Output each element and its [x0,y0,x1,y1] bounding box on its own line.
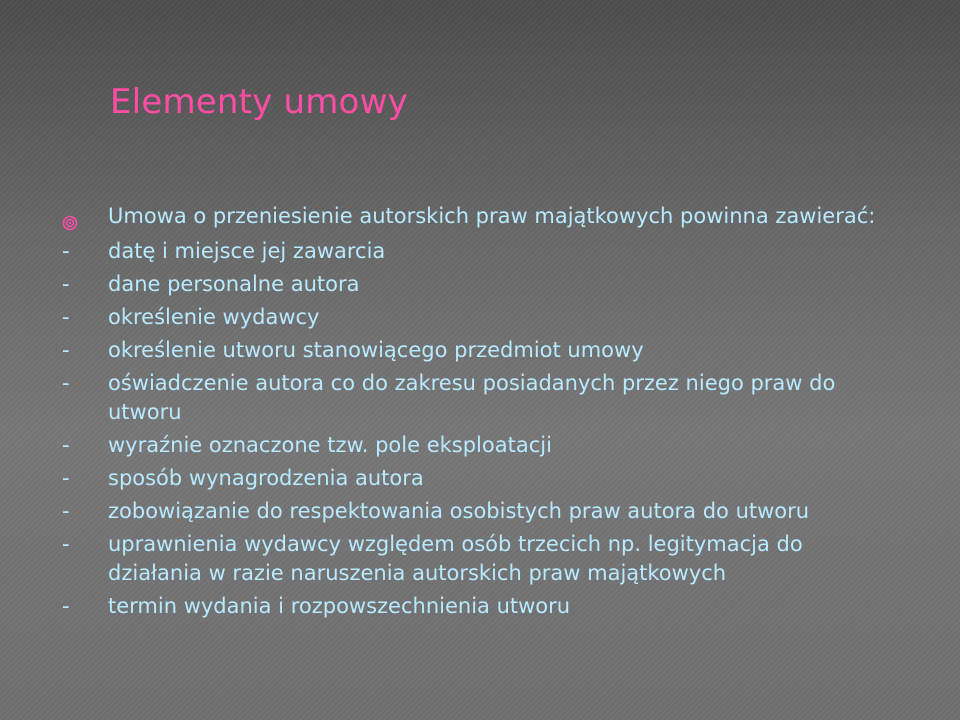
list-item-text: dane personalne autora [108,272,360,296]
dash-marker: - [62,305,70,329]
list-item [62,592,902,621]
dash-marker: - [62,272,70,296]
dash-marker: - [62,532,70,556]
list-item [62,336,902,365]
list-item-text: określenie utworu stanowiącego przedmiot umowy [108,338,644,362]
list-item-text: sposób wynagrodzenia autora [108,466,424,490]
list-item-text: datę i miejsce jej zawarcia [108,239,386,263]
list-item-text: zobowiązanie do respektowania osobistych praw autora do utworu [108,499,810,523]
list-item [62,497,902,526]
list-item-text: wyraźnie oznaczone tzw. pole eksploatacji [108,433,552,457]
dash-marker: - [62,433,70,457]
target-bullet-icon [62,210,78,226]
list-item-text: określenie wydawcy [108,305,320,329]
list-item-text: oświadczenie autora co do zakresu posiadanych przez niego praw do utworu [108,371,836,424]
list-item [62,369,902,427]
dash-marker: - [62,239,70,263]
list-item [62,270,902,299]
slide-content [62,202,902,625]
list-item [62,303,902,332]
dash-marker: - [62,371,70,395]
main-bullet-item [62,202,902,231]
dash-marker: - [62,499,70,523]
list-item [62,464,902,493]
dash-marker: - [62,594,70,618]
list-item-text: termin wydania i rozpowszechnienia utworu [108,594,571,618]
list-item [62,530,902,588]
list-item-text: uprawnienia wydawcy względem osób trzecich np. legitymacja do działania w razie naruszenia autorskich praw majątkowych [108,532,803,585]
dash-marker: - [62,338,70,362]
list-item [62,431,902,460]
main-bullet-text: Umowa o przeniesienie autorskich praw majątkowych powinna zawierać: [108,204,876,228]
slide-title: Elementy umowy [110,82,408,122]
dash-marker: - [62,466,70,490]
list-item [62,237,902,266]
